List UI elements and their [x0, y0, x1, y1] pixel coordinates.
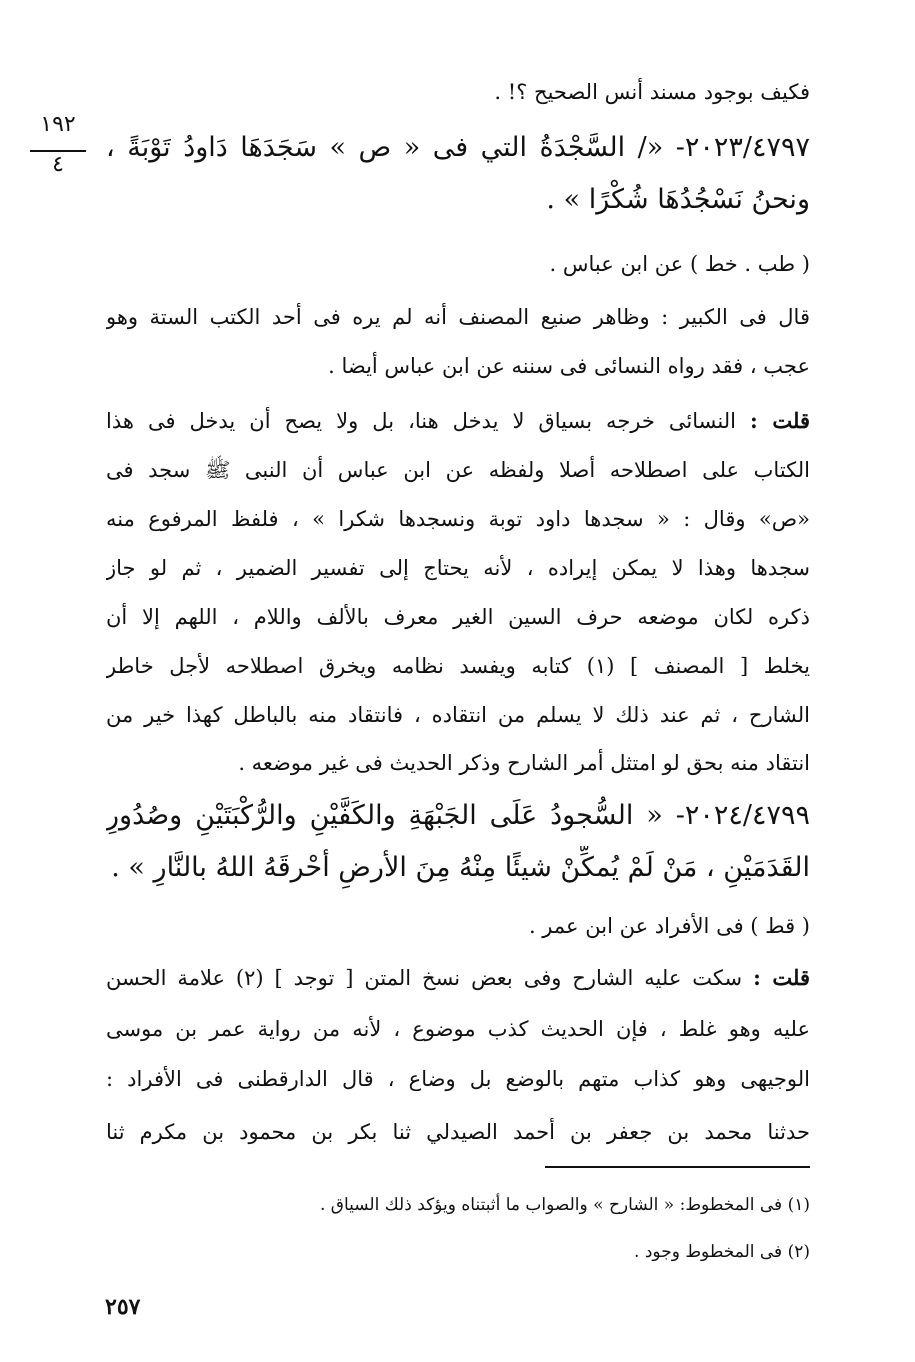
hadith-line: ٢٠٢٣/٤٧٩٧- «/ السَّجْدَةُ التي فى « ص » سَجَدَهَا دَاودُ تَوْبَةً ،: [106, 132, 810, 163]
hadith-line: القَدَمَيْنِ ، مَنْ لَمْ يُمكِّنْ شيئًا مِنْهُ مِنَ الأرضِ أحْرقَهُ اللهُ بالنَّارِ » .: [111, 852, 810, 883]
qult-label: قلت :: [753, 965, 810, 990]
margin-ref-top: ١٩٢: [40, 112, 76, 137]
text-span: سكت عليه الشارح وفى بعض نسخ المتن [ توجد ] (٢) علامة الحسن: [106, 966, 743, 990]
page-number: ٢٥٧: [105, 1294, 141, 1320]
text-line: عجب ، فقد رواه النسائى فى سننه عن ابن عباس أيضا .: [328, 354, 810, 378]
footnote: (١) فى المخطوط: « الشارح » والصواب ما أثبتناه ويؤكد ذلك السياق .: [319, 1195, 810, 1215]
text-span: النسائى خرجه بسياق لا يدخل هنا، بل ولا يصح أن يدخل فى هذا: [106, 409, 736, 433]
text-line: يخلط [ المصنف ] (١) كتابه ويفسد نظامه ويخرق اصطلاحه لأجل خاطر: [106, 654, 810, 678]
hadith-line: ٢٠٢٤/٤٧٩٩- « السُّجودُ عَلَى الجَبْهَةِ والكَفَّيْنِ والرُّكْبَتَيْنِ وصُدُورِ: [106, 800, 810, 831]
text-line: حدثنا محمد بن جعفر بن أحمد الصيدلي ثنا بكر بن محمود بن مكرم ثنا: [106, 1120, 810, 1144]
source-line: ( قط ) فى الأفراد عن ابن عمر .: [528, 914, 810, 938]
text-line: سجدها وهذا لا يمكن إيراده ، لأنه يحتاج إلى تفسير الضمير ، ثم لو جاز: [106, 556, 810, 580]
qult-line: [106, 403, 810, 439]
text-line: فكيف بوجود مسند أنس الصحيح ؟! .: [494, 80, 810, 104]
qult-label: قلت :: [749, 408, 810, 433]
source-line: ( طب . خط ) عن ابن عباس .: [549, 252, 810, 276]
text-line: الوجيهى وهو كذاب متهم بالوضع بل وضاع ، قال الدارقطنى فى الأفراد :: [106, 1067, 810, 1091]
margin-ref-bottom: ٤: [52, 152, 64, 177]
text-line: انتقاد منه بحق لو امتثل أمر الشارح وذكر الحديث فى غير موضعه .: [238, 751, 810, 775]
text-line: عليه وهو غلط ، فإن الحديث كذب موضوع ، لأنه من رواية عمر بن موسى: [106, 1017, 810, 1041]
footnote-rule: [545, 1166, 810, 1168]
text-line: الشارح ، ثم عند ذلك لا يسلم من انتقاده ، فانتقاد منه بالباطل كهذا خير من: [106, 703, 810, 727]
hadith-line: ونحنُ نَسْجُدُهَا شُكْرًا » .: [546, 184, 810, 215]
text-line: ذكره لكان موضعه حرف السين الغير معرف بالألف واللام ، اللهم إلا أن: [106, 605, 810, 629]
footnote: (٢) فى المخطوط وجود .: [634, 1242, 810, 1262]
text-line: قال فى الكبير : وظاهر صنيع المصنف أنه لم يره فى أحد الكتب الستة وهو: [106, 305, 810, 329]
text-line: الكتاب على اصطلاحه أصلا ولفظه عن ابن عباس أن النبى ﷺ سجد فى: [106, 458, 810, 482]
text-line: «ص» وقال : « سجدها داود توبة ونسجدها شكرا » ، فلفظ المرفوع منه: [106, 507, 810, 531]
qult-line: [106, 960, 810, 996]
